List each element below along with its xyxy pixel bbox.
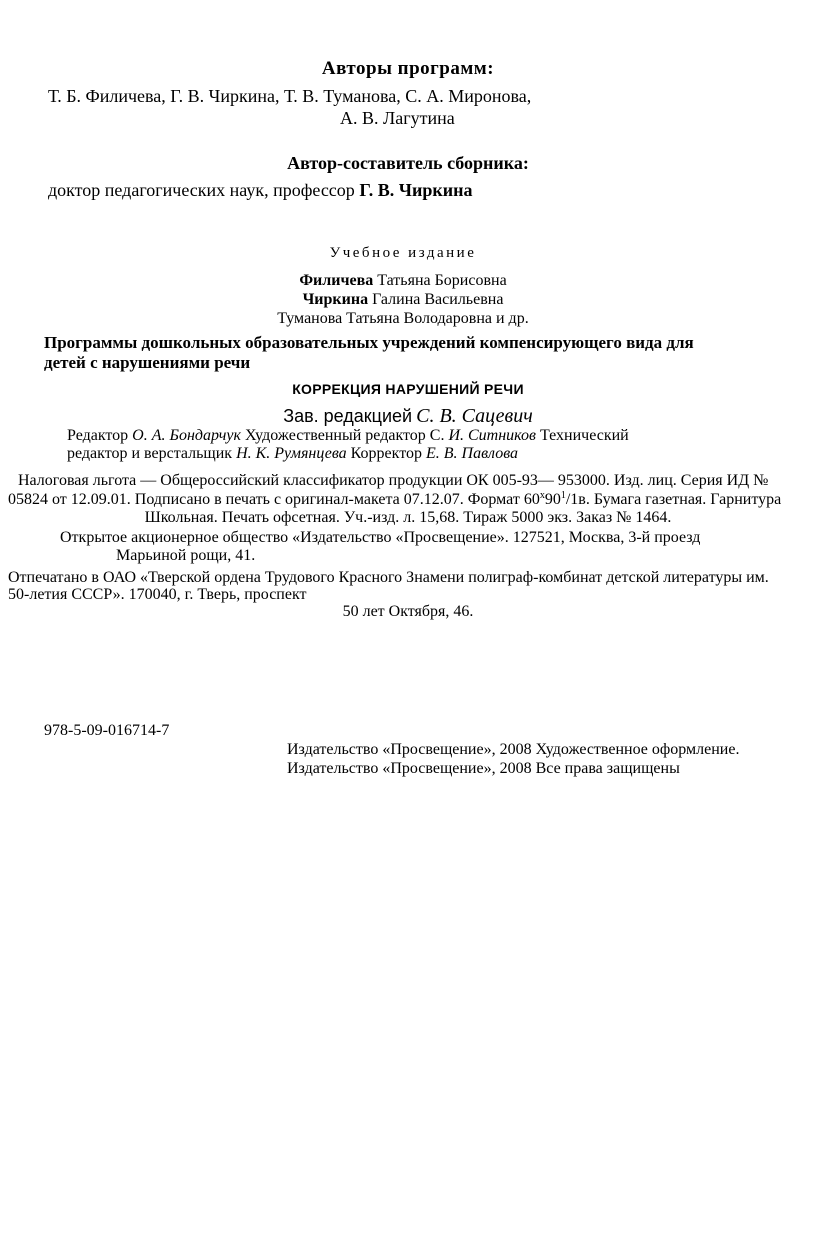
editor-name: О. А. Бондарчук [132, 427, 241, 444]
staff-line-1 [67, 427, 629, 445]
authors-line-1: Т. Б. Филичева, Г. В. Чиркина, Т. В. Туманова, С. А. Миронова, [48, 86, 532, 106]
authors-heading: Авторы программ: [321, 58, 495, 79]
book-title-line-2: детей с нарушениями речи [44, 353, 251, 372]
corrector-label: Корректор [350, 445, 422, 462]
corrector-name: Е. В. Павлова [425, 445, 519, 462]
series-title: КОРРЕКЦИЯ НАРУШЕНИЙ РЕЧИ [292, 381, 524, 397]
format-sup-1: 1 [560, 490, 566, 501]
edition-author-2 [0, 291, 806, 309]
copyright-line-1: Издательство «Просвещение», 2008 Художественное оформление. [287, 741, 740, 758]
author-1-surname: Филичева [299, 272, 374, 289]
authors-line-2: А. В. Лагутина [340, 108, 455, 128]
compiler-heading: Автор-составитель сборника: [287, 153, 529, 173]
edition-author-3: Туманова Татьяна Володаровна и др. [277, 310, 529, 327]
tech-editor-label-2: редактор и верстальщик [67, 445, 233, 462]
compiler-name: Г. В. Чиркина [359, 180, 473, 200]
publisher-line-1: Открытое акционерное общество «Издательство «Просвещение». 127521, Москва, 3-й проезд [60, 529, 701, 546]
art-editor-label: Художественный редактор С. [244, 427, 445, 444]
copyright-line-2: Издательство «Просвещение», 2008 Все права защищены [287, 760, 680, 777]
printer-line-2: 50-летия СССР». 170040, г. Тверь, проспект [8, 586, 307, 603]
tax-line-2-a: 05824 от 12.09.01. Подписано в печать с оригинал-макета 07.12.07. Формат 60 [8, 491, 540, 508]
tech-editor-label: Технический [540, 427, 629, 444]
tech-editor-name: Н. К. Румянцева [236, 445, 347, 462]
author-2-name: Галина Васильевна [372, 291, 504, 308]
publisher-line-2: Марьиной рощи, 41. [116, 547, 256, 564]
tax-line-2 [8, 491, 781, 509]
edition-label: Учебное издание [329, 245, 477, 261]
author-2-surname: Чиркина [302, 291, 369, 308]
edition-author-1 [0, 272, 806, 290]
head-name: С. В. Сацевич [416, 405, 533, 427]
author-1-name: Татьяна Борисовна [377, 272, 507, 289]
book-title-line-1: Программы дошкольных образовательных учреждений компенсирующего вида для [44, 333, 694, 352]
compiler-prefix: доктор педагогических наук, профессор [48, 180, 355, 200]
editor-label: Редактор [67, 427, 129, 444]
tax-line-2-b: 90 [544, 491, 561, 508]
head-of-editorial [0, 405, 816, 428]
isbn: 978-5-09-016714-7 [44, 722, 170, 739]
format-sup-x: х [539, 490, 545, 501]
printer-line-1: Отпечатано в ОАО «Тверской ордена Трудового Красного Знамени полиграф-комбинат детской литературы им. [8, 569, 769, 586]
staff-line-2 [67, 445, 518, 463]
art-editor-name: И. Ситников [448, 427, 536, 444]
tax-line-3: Школьная. Печать офсетная. Уч.-изд. л. 15,68. Тираж 5000 экз. Заказ № 1464. [144, 509, 672, 526]
head-label: Зав. редакцией [283, 406, 413, 426]
compiler-line [48, 180, 472, 201]
tax-line-2-c: /1в. Бумага газетная. Гарнитура [565, 491, 782, 508]
printer-line-3: 50 лет Октября, 46. [342, 603, 474, 620]
tax-line-1: Налоговая льгота — Общероссийский классификатор продукции ОК 005-93— 953000. Изд. лиц. Серия ИД № [18, 472, 769, 489]
